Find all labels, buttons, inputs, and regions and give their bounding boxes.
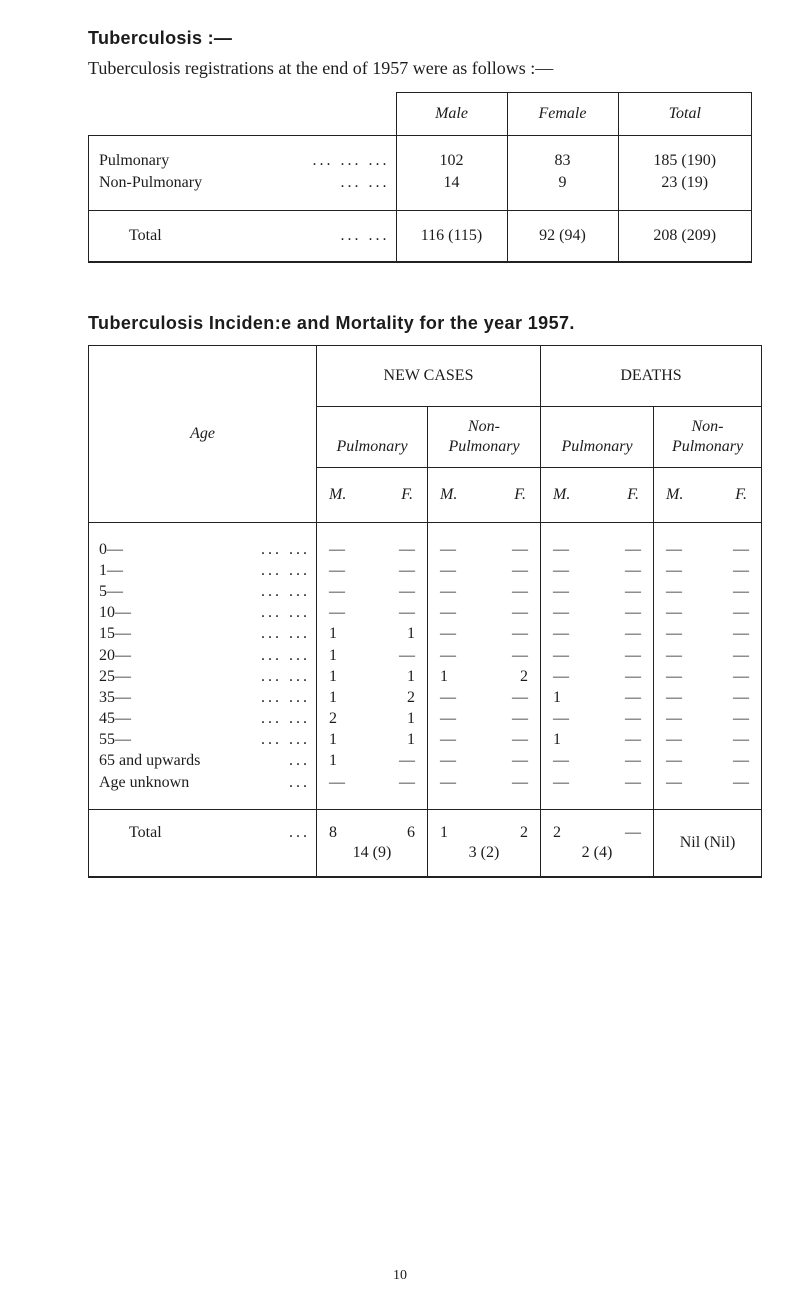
value-m: — [553,773,569,791]
total-row [89,211,752,263]
value-f: — [399,582,415,600]
value-pair-cell [541,751,654,772]
section-heading: Tuberculosis :— [88,28,233,48]
value-pair-cell [541,523,654,561]
value-m: — [440,604,456,622]
col-female: Female [507,93,618,136]
value-pair-cell [317,523,428,561]
value-m: — [440,646,456,664]
registrations-table [88,92,752,263]
value-pair-cell [654,709,762,730]
value-pair-cell [654,523,762,561]
value-m: — [666,646,682,664]
value-pair-cell [654,772,762,810]
age-label: 45— ... ... [89,709,317,730]
value-m: — [666,561,682,579]
value-pair-cell [428,751,541,772]
value-m: — [553,582,569,600]
value-f: — [512,731,528,749]
age-label: 35— ... ... [89,687,317,708]
age-label: 25— ... ... [89,666,317,687]
cell-male: 14 [396,172,507,211]
sex-header: M. F. [428,468,541,523]
value-m: — [440,561,456,579]
value-f: — [399,752,415,770]
value-pair-cell [654,603,762,624]
value-f: — [512,752,528,770]
sub-nonpulmonary-new: Non- Pulmonary [428,407,541,468]
total-new-pulmonary: 8 6 14 (9) [317,810,428,878]
value-f: — [399,646,415,664]
table-row [89,751,762,772]
value-f: — [512,646,528,664]
value-pair-cell [428,645,541,666]
value-pair-cell [654,751,762,772]
value-pair-cell [541,687,654,708]
value-pair-cell [541,645,654,666]
value-pair-cell [428,523,541,561]
value-pair-cell [428,666,541,687]
value-m: 1 [329,752,337,770]
value-m: — [666,688,682,706]
age-label: 20— ... ... [89,645,317,666]
value-pair-cell [428,581,541,602]
sex-header: M. F. [317,468,428,523]
value-m: — [666,625,682,643]
value-f: — [625,604,641,622]
total-male: 116 (115) [396,211,507,263]
sub-nonpulmonary-deaths: Non- Pulmonary [654,407,762,468]
value-m: 1 [329,731,337,749]
value-m: — [440,731,456,749]
value-m: 1 [329,625,337,643]
col-total: Total [618,93,752,136]
sex-header: M. F. [541,468,654,523]
value-f: — [399,540,415,558]
value-pair-cell [317,581,428,602]
value-m: — [553,604,569,622]
value-pair-cell [541,624,654,645]
value-f: — [733,731,749,749]
value-pair-cell [317,709,428,730]
total-label: Total ... ... [89,211,397,263]
value-pair-cell [317,751,428,772]
value-f: — [733,625,749,643]
value-pair-cell [317,730,428,751]
value-pair-cell [428,730,541,751]
value-m: — [440,773,456,791]
blank-header-cell [89,93,397,136]
value-f: 1 [407,667,415,685]
value-m: — [329,773,345,791]
table-row [89,172,752,211]
new-cases-header: NEW CASES [317,346,541,407]
value-m: — [666,731,682,749]
value-m: — [666,582,682,600]
value-pair-cell [428,603,541,624]
value-f: — [625,752,641,770]
value-f: 2 [520,667,528,685]
intro-text: Tuberculosis registrations at the end of 1957 were as follows :— [88,58,554,78]
value-f: — [733,710,749,728]
value-f: — [733,561,749,579]
value-f: — [733,604,749,622]
value-f: — [625,773,641,791]
value-pair-cell [541,772,654,810]
value-pair-cell [654,687,762,708]
value-f: — [399,773,415,791]
sub-pulmonary-new: Pulmonary [317,407,428,468]
value-pair-cell [428,687,541,708]
age-label: 10— ... ... [89,603,317,624]
table-row [89,624,762,645]
value-m: — [329,561,345,579]
value-m: — [666,667,682,685]
value-pair-cell [428,709,541,730]
age-label: Age unknown ... [89,772,317,810]
value-f: — [733,752,749,770]
value-f: — [512,540,528,558]
value-f: — [625,667,641,685]
value-f: — [625,582,641,600]
value-f: — [625,646,641,664]
value-m: — [440,540,456,558]
value-m: 1 [440,667,448,685]
value-m: — [440,625,456,643]
table-row [89,687,762,708]
page-number: 10 [393,1268,407,1283]
value-m: — [440,752,456,770]
value-pair-cell [317,603,428,624]
table-row [89,560,762,581]
value-m: 1 [329,688,337,706]
value-m: — [553,625,569,643]
value-pair-cell [317,666,428,687]
value-f: — [625,625,641,643]
total-deaths-nonpulmonary: Nil (Nil) [654,810,762,878]
age-label: 15— ... ... [89,624,317,645]
value-m: — [329,582,345,600]
value-m: — [440,688,456,706]
value-pair-cell [654,581,762,602]
value-m: — [666,710,682,728]
value-pair-cell [654,730,762,751]
total-row [89,810,762,878]
value-f: — [733,540,749,558]
value-f: — [512,561,528,579]
value-m: — [553,540,569,558]
sex-header: M. F. [654,468,762,523]
value-f: 1 [407,625,415,643]
value-m: — [553,752,569,770]
age-header: Age [89,346,317,523]
value-f: — [512,625,528,643]
table-row [89,730,762,751]
cell-female: 83 [507,136,618,173]
table-row [89,772,762,810]
value-f: — [512,604,528,622]
value-f: — [733,688,749,706]
value-pair-cell [654,624,762,645]
value-m: 1 [329,646,337,664]
value-pair-cell [541,581,654,602]
cell-total: 23 (19) [618,172,752,211]
value-pair-cell [317,772,428,810]
value-f: — [625,561,641,579]
deaths-header: DEATHS [541,346,762,407]
value-pair-cell [541,666,654,687]
value-m: — [553,667,569,685]
cell-total: 185 (190) [618,136,752,173]
value-f: — [733,582,749,600]
row-label: Pulmonary ... ... ... [89,136,397,173]
value-m: — [329,604,345,622]
value-pair-cell [317,624,428,645]
value-m: — [440,710,456,728]
value-pair-cell [317,560,428,581]
incidence-mortality-table [88,345,762,878]
value-f: — [733,667,749,685]
row-label: Non-Pulmonary ... ... [89,172,397,211]
value-f: — [733,773,749,791]
value-f: — [733,646,749,664]
table-row [89,581,762,602]
value-f: — [625,731,641,749]
table-header-row [89,93,752,136]
value-f: — [625,710,641,728]
value-m: — [666,752,682,770]
value-m: — [666,604,682,622]
table-row [89,645,762,666]
total-label: Total ... [89,810,317,878]
age-label: 5— ... ... [89,581,317,602]
value-f: — [512,582,528,600]
value-f: — [625,688,641,706]
sub-pulmonary-deaths: Pulmonary [541,407,654,468]
value-m: — [666,540,682,558]
age-label: 55— ... ... [89,730,317,751]
value-pair-cell [428,624,541,645]
value-f: — [512,773,528,791]
total-total: 208 (209) [618,211,752,263]
total-deaths-pulmonary: 2 — 2 (4) [541,810,654,878]
value-pair-cell [317,645,428,666]
value-f: — [512,710,528,728]
group-header-row [89,346,762,407]
value-m: — [553,561,569,579]
value-m: — [553,646,569,664]
value-pair-cell [654,645,762,666]
value-f: — [625,540,641,558]
value-m: — [666,773,682,791]
value-m: — [329,540,345,558]
value-pair-cell [541,603,654,624]
value-m: — [440,582,456,600]
age-label: 65 and upwards ... [89,751,317,772]
value-f: — [512,688,528,706]
value-f: — [399,561,415,579]
value-f: 2 [407,688,415,706]
age-label: 0— ... ... [89,523,317,561]
total-new-nonpulmonary: 1 2 3 (2) [428,810,541,878]
value-f: 1 [407,731,415,749]
table-row [89,603,762,624]
col-male: Male [396,93,507,136]
age-label: 1— ... ... [89,560,317,581]
value-pair-cell [428,772,541,810]
value-pair-cell [654,560,762,581]
table-heading: Tuberculosis Inciden:e and Mortality for the year 1957. [88,313,575,333]
value-m: 1 [553,731,561,749]
value-m: — [553,710,569,728]
value-m: 1 [553,688,561,706]
value-m: 1 [329,667,337,685]
table-row [89,709,762,730]
value-pair-cell [541,560,654,581]
table-row [89,136,752,173]
value-pair-cell [428,560,541,581]
cell-male: 102 [396,136,507,173]
value-pair-cell [317,687,428,708]
value-pair-cell [654,666,762,687]
total-female: 92 (94) [507,211,618,263]
value-m: 2 [329,710,337,728]
value-f: — [399,604,415,622]
value-pair-cell [541,730,654,751]
value-pair-cell [541,709,654,730]
cell-female: 9 [507,172,618,211]
table-row [89,523,762,561]
value-f: 1 [407,710,415,728]
table-row [89,666,762,687]
